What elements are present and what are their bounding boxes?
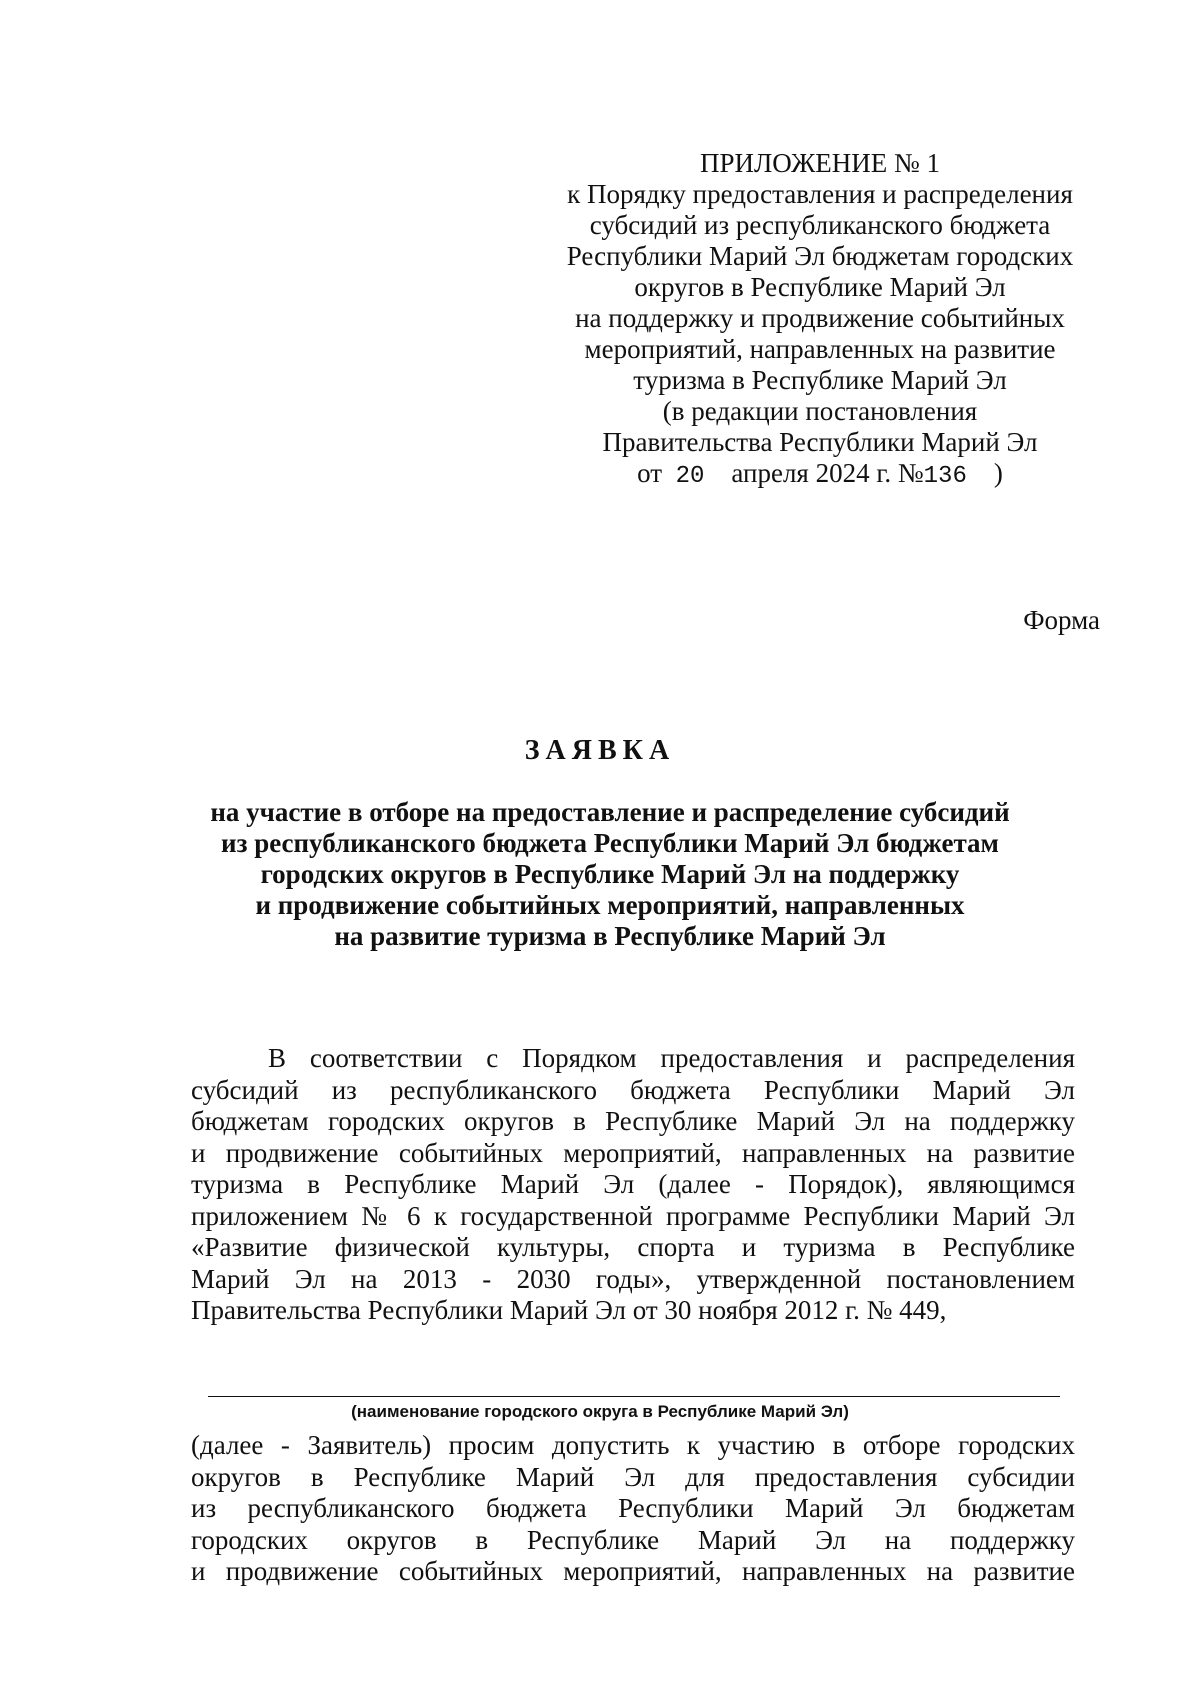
paragraph-line: и продвижение событийных мероприятий, направленных на развитие	[191, 1137, 1075, 1168]
paragraph-line: городских округов в Республике Марий Эл на поддержку	[191, 1524, 1075, 1555]
appendix-line: ПРИЛОЖЕНИЕ № 1	[699, 148, 941, 178]
date-suffix: )	[993, 458, 1003, 488]
paragraph-line: Правительства Республики Марий Эл от 30 ноября 2012 г. № 449,	[191, 1295, 947, 1325]
appendix-block	[540, 148, 1100, 492]
appendix-line: к Порядку предоставления и распределения	[567, 179, 1073, 209]
appendix-line: субсидий из республиканского бюджета	[589, 210, 1051, 240]
subtitle-line: на развитие туризма в Республике Марий Эл	[334, 921, 886, 951]
fill-in-line	[208, 1396, 1060, 1397]
paragraph-line: Марий Эл на 2013 - 2030 годы», утвержденной постановлением	[191, 1263, 1075, 1294]
paragraph-line: из республиканского бюджета Республики Марий Эл бюджетам	[191, 1493, 1075, 1523]
paragraph-line: бюджетам городских округов в Республике Марий Эл на поддержку	[191, 1106, 1075, 1136]
subtitle-line: на участие в отборе на предоставление и распределение субсидий	[210, 797, 1010, 827]
form-label: Форма	[1023, 605, 1100, 635]
appendix-line: Правительства Республики Марий Эл	[602, 427, 1038, 457]
appendix-line: округов в Республике Марий Эл	[634, 272, 1006, 302]
date-middle: апреля 2024 г. №	[731, 458, 924, 488]
fill-in-caption: (наименование городского округа в Республике Марий Эл)	[351, 1402, 849, 1421]
paragraph-line: приложением № 6 к государственной программе Республики Марий Эл	[191, 1200, 1075, 1231]
appendix-line: на поддержку и продвижение событийных	[575, 303, 1065, 333]
paragraph-line: (далее - Заявитель) просим допустить к участию в отборе городских	[191, 1430, 1075, 1460]
appendix-line: туризма в Республике Марий Эл	[633, 365, 1007, 395]
document-title: ЗАЯВКА	[524, 735, 676, 766]
date-day: 20	[675, 463, 705, 490]
paragraph-line: «Развитие физической культуры, спорта и туризма в Республике	[191, 1232, 1075, 1262]
paragraph-1	[191, 1043, 1075, 1327]
date-number: 136	[923, 463, 967, 490]
appendix-date-line	[540, 458, 1100, 492]
date-prefix: от	[637, 458, 663, 488]
appendix-line: мероприятий, направленных на развитие	[584, 334, 1056, 364]
paragraph-line: туризма в Республике Марий Эл (далее - Порядок), являющимся	[191, 1169, 1075, 1199]
paragraph-line: округов в Республике Марий Эл для предоставления субсидии	[191, 1461, 1075, 1492]
paragraph-line: субсидий из республиканского бюджета Республики Марий Эл	[191, 1074, 1075, 1105]
paragraph-line: В соответствии с Порядком предоставления и распределения	[268, 1043, 1075, 1073]
subtitle-line: и продвижение событийных мероприятий, направленных	[255, 890, 965, 920]
paragraph-2	[191, 1430, 1075, 1588]
paragraph-line: и продвижение событийных мероприятий, направленных на развитие	[191, 1556, 1075, 1586]
subtitle-line: из республиканского бюджета Республики Марий Эл бюджетам	[221, 828, 999, 858]
appendix-line: Республики Марий Эл бюджетам городских	[566, 241, 1074, 271]
appendix-line: (в редакции постановления	[662, 396, 978, 426]
document-subtitle	[180, 797, 1040, 952]
subtitle-line: городских округов в Республике Марий Эл на поддержку	[260, 859, 960, 889]
